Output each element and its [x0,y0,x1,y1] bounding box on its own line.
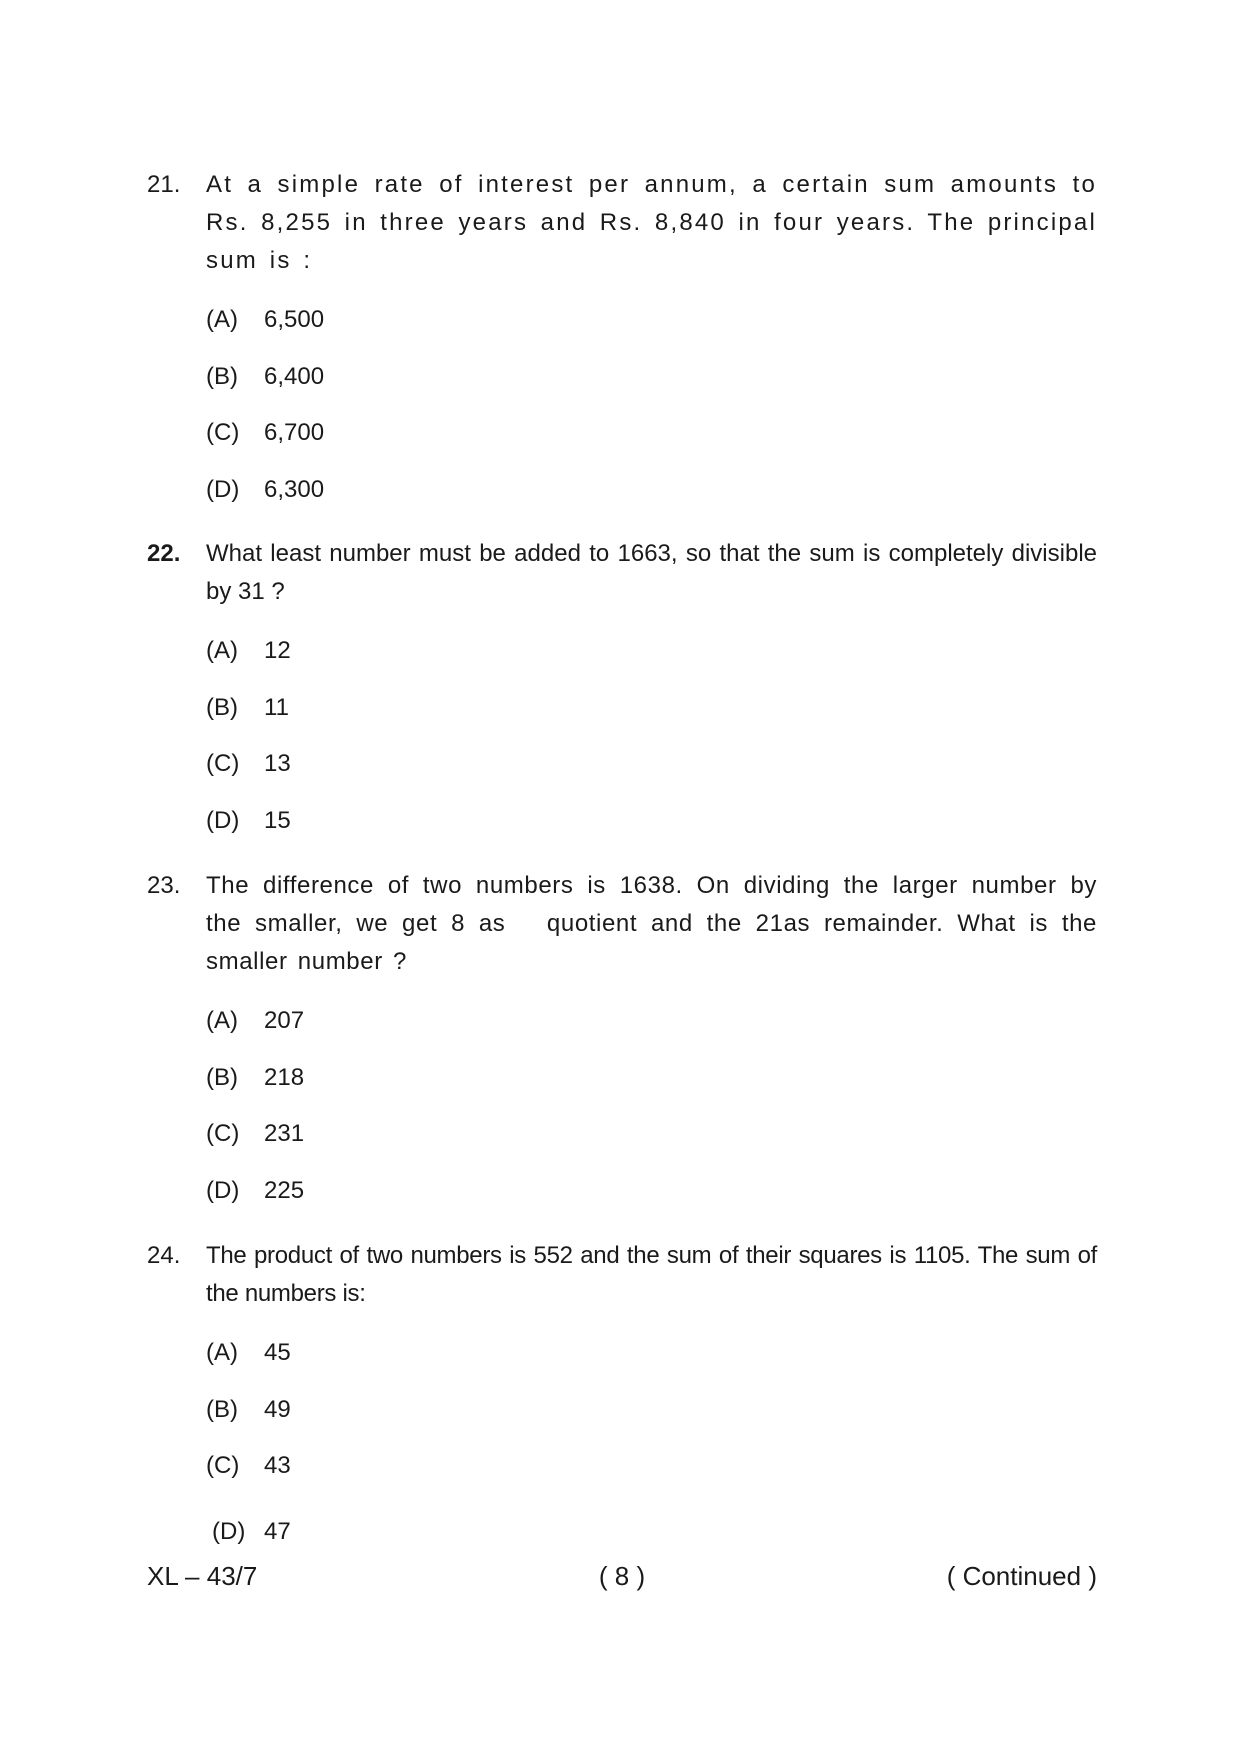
paper-code: XL – 43/7 [147,1561,258,1591]
question-number: 23. [147,872,181,899]
option-a [206,1325,1097,1382]
option-label: (D) [206,475,240,503]
question-text: What least number must be added to 1663, so that the sum is completely divisible by 31 ? [206,540,1097,605]
option-label: (A) [206,1007,238,1035]
option-label: (D) [206,1176,240,1204]
page-number: ( 8 ) [598,1561,646,1591]
page-footer [147,1556,1097,1596]
option-value: 12 [264,637,291,665]
option-a [206,993,1097,1050]
question-21 [147,166,1097,518]
option-value: 225 [264,1176,305,1204]
options-list [206,1325,1097,1560]
option-value: 11 [264,693,289,721]
options-list [206,292,1097,518]
option-d [206,793,1097,850]
option-value: 6,500 [264,306,325,334]
option-label: (B) [206,693,238,721]
question-number: 21. [147,171,181,198]
option-b [206,680,1097,737]
option-d [206,462,1097,519]
option-label: (C) [206,1452,240,1480]
option-label: (C) [206,750,240,778]
continued-label: ( Continued ) [946,1561,1097,1591]
option-label: (C) [206,1120,240,1148]
options-list [206,993,1097,1219]
question-22 [147,535,1097,849]
option-value: 43 [264,1452,291,1480]
option-c [206,405,1097,462]
question-text: The product of two numbers is 552 and the sum of their squares is 1105. The sum of the numbers is: [206,1242,1097,1307]
question-text: The difference of two numbers is 1638. On dividing the larger number by the smaller, we get 8 as quotient and the 21as remainder. What is the smaller number ? [206,872,1108,975]
option-label: (B) [206,1063,238,1091]
option-d [206,1163,1097,1220]
option-b [206,349,1097,406]
option-c [206,1438,1097,1495]
option-label: (B) [206,362,238,390]
option-value: 218 [264,1063,305,1091]
question-24 [147,1237,1097,1560]
option-value: 49 [264,1395,291,1423]
option-value: 6,300 [264,475,325,503]
option-a [206,623,1097,680]
option-label: (B) [206,1395,238,1423]
option-label: (A) [206,637,238,665]
option-value: 207 [264,1007,305,1035]
options-list [206,623,1097,849]
question-number: 24. [147,1242,181,1269]
option-value: 6,700 [264,419,325,447]
option-value: 47 [264,1517,291,1545]
question-23 [147,867,1108,1219]
option-value: 45 [264,1339,291,1367]
option-c [206,736,1097,793]
option-label: (D) [212,1517,246,1545]
question-text: At a simple rate of interest per annum, a certain sum amounts to Rs. 8,255 in three years and Rs. 8,840 in four years. The principal sum is : [206,171,1097,274]
option-label: (D) [206,806,240,834]
option-label: (C) [206,419,240,447]
option-b [206,1050,1097,1107]
option-label: (A) [206,1339,238,1367]
option-value: 15 [264,806,291,834]
option-a [206,292,1097,349]
option-c [206,1106,1097,1163]
option-d [206,1504,1097,1561]
option-value: 6,400 [264,362,325,390]
option-value: 13 [264,750,291,778]
question-number: 22. [147,540,181,567]
option-b [206,1382,1097,1439]
option-label: (A) [206,306,238,334]
option-value: 231 [264,1120,305,1148]
